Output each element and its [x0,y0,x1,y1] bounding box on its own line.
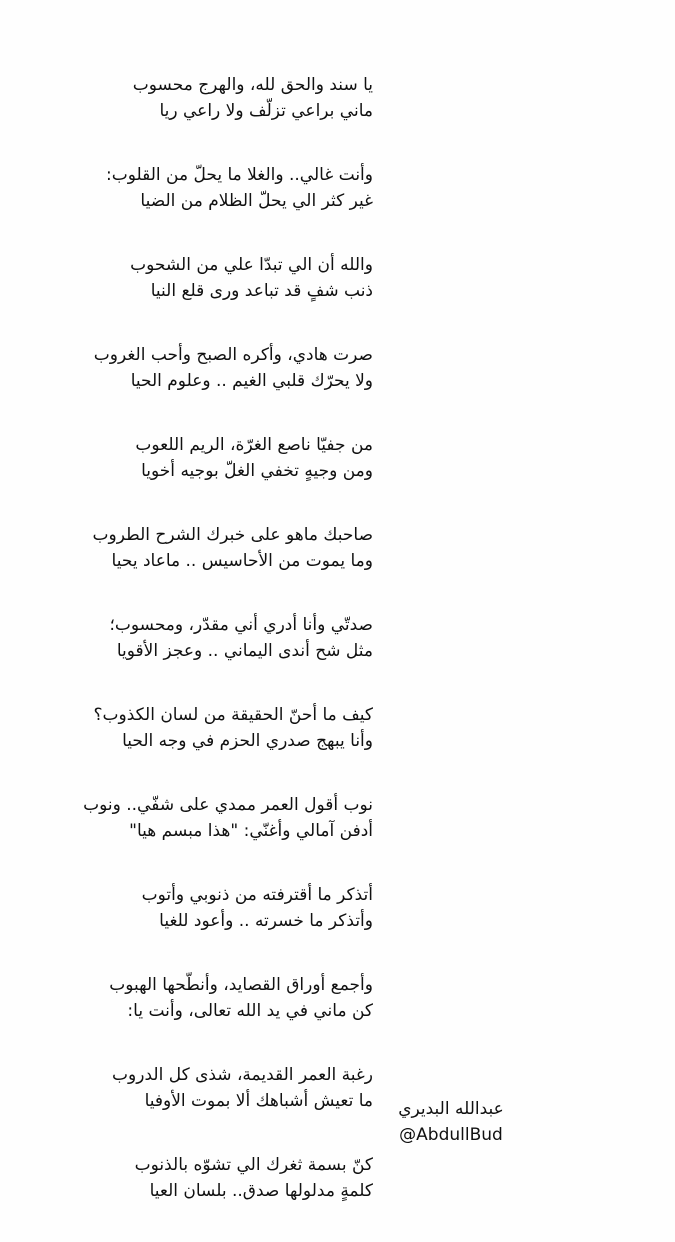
stanza [13,702,373,754]
stanza [13,612,373,664]
poem-line: وأتذكر ما خسرته .. وأعود للغيا [159,911,373,931]
stanza [13,342,373,394]
poem-line: نوب أقول العمر ممدي على شفّي.. ونوب [83,795,373,815]
poem-line: أتذكر ما أقترفته من ذنوبي وأتوب [141,885,373,905]
poem-line: من جفيّا ناصع الغرّة، الريم اللعوب [135,435,373,455]
signature [381,1096,521,1148]
poem-line: صرت هادي، وأكره الصبح وأحب الغروب [93,345,373,365]
author-name: عبدالله البديري [398,1099,504,1119]
stanza [13,252,373,304]
poem-line: وأنا يبهج صدري الحزم في وجه الحيا [122,731,373,751]
poem [13,72,373,1242]
stanza [13,882,373,934]
stanza [13,72,373,124]
poem-line: رغبة العمر القديمة، شذى كل الدروب [112,1065,373,1085]
poem-line: وأجمع أوراق القصايد، وأنطّحها الهبوب [109,975,373,995]
poem-line: كن ماني في يد الله تعالى، وأنت يا: [127,1001,373,1021]
poem-line: كلمةٍ مدلولها صدق.. بلسان العيا [149,1181,373,1201]
poem-line: ولا يحرّك قلبي الغيم .. وعلوم الحيا [130,371,373,391]
poem-line: وما يموت من الأحاسيس .. ماعاد يحيا [111,551,373,571]
poem-line: كنّ بسمة ثغرك الي تشوّه بالذنوب [134,1155,373,1175]
author-handle: @AbdullBud [399,1125,503,1145]
stanza [13,792,373,844]
stanza [13,522,373,574]
poem-line: ومن وجيهٍ تخفي الغلّ بوجيه أخويا [141,461,373,481]
poem-line: ذنب شفٍ قد تباعد ورى قلع النيا [150,281,373,301]
stanza [13,1152,373,1204]
poem-line: يا سند والحق لله، والهرج محسوب [132,75,373,95]
stanza [13,162,373,214]
poem-line: ما تعيش أشباهك ألا بموت الأوفيا [144,1091,373,1111]
poem-line: وأنت غالي.. والغلا ما يحلّ من القلوب: [105,165,373,185]
stanza [13,972,373,1024]
stanza [13,1062,373,1114]
stanza [13,432,373,484]
poem-line: صدتّي وأنا أدري أني مقدّر، ومحسوب؛ [109,615,373,635]
poem-line: ماني براعي تزلّف ولا راعي ريا [159,101,373,121]
poem-line: أدفن آمالي وأغنّي: "هذا مبسم هيا" [129,821,373,841]
poem-line: كيف ما أحنّ الحقيقة من لسان الكذوب؟ [93,705,373,725]
poem-line: صاحبك ماهو على خبرك الشرح الطروب [92,525,373,545]
poem-line: والله أن الي تبدّا علي من الشحوب [130,255,373,275]
poem-line: مثل شح أندى اليماني .. وعجز الأقويا [116,641,373,661]
poem-line: غير كثر الي يحلّ الظلام من الضيا [140,191,373,211]
